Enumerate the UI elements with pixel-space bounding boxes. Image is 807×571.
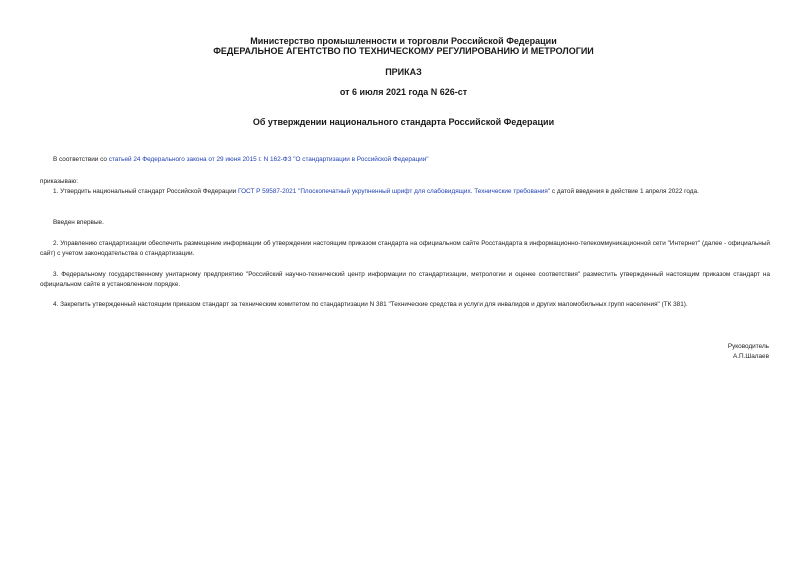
item-4-paragraph: 4. Закрепить утвержденный настоящим приказом стандарт за техническим комитетом по стандартизации N 381 "Технические средства и услуги для инвалидов и других маломобильных групп населения" (ТК 381). [53, 301, 688, 308]
document-title: Об утверждении национального стандарта Российской Федерации [252, 117, 555, 127]
gost-standard-link[interactable]: ГОСТ Р 59587-2021 "Плоскопечатный укрупненный шрифт для слабовидящих. Технические требования" [237, 188, 551, 195]
date-number-heading: от 6 июля 2021 года N 626-ст [339, 87, 468, 97]
order-word: приказываю: [40, 178, 78, 185]
item-1-paragraph [40, 187, 770, 197]
federal-law-link[interactable]: статьей 24 Федерального закона от 29 июня 2015 г. N 162-ФЗ "О стандартизации в Российской Федерации" [108, 156, 429, 163]
doc-type-heading: ПРИКАЗ [385, 67, 422, 77]
signature-position: Руководитель [727, 343, 769, 350]
agency-heading: ФЕДЕРАЛЬНОЕ АГЕНТСТВО ПО ТЕХНИЧЕСКОМУ РЕГУЛИРОВАНИЮ И МЕТРОЛОГИИ [213, 46, 594, 56]
item-1-suffix: с датой введения в действие 1 апреля 2022 года. [550, 188, 699, 195]
item-3-paragraph: 3. Федеральному государственному унитарному предприятию "Российский научно-технический центр информации по стандартизации, метрологии и оценке соответствия" разместить утвержденный настоящим приказом стандарт на официальном сайте в установленном порядке. [40, 271, 770, 288]
preamble-prefix: В соответствии со [53, 156, 109, 163]
ministry-heading: Министерство промышленности и торговли Российской Федерации [250, 36, 557, 46]
item-2-paragraph: 2. Управлению стандартизации обеспечить размещение информации об утверждении настоящим приказом стандарта на официальном сайте Росстандарта в информационно-телекоммуникационной сети "Интернет" (далее - официальный сайт) с учетом законодательства о стандартизации. [40, 240, 770, 257]
signature-name: А.П.Шалаев [732, 353, 769, 360]
preamble-paragraph [53, 155, 773, 165]
introduced-note: Введен впервые. [53, 219, 104, 226]
item-1-prefix: 1. Утвердить национальный стандарт Российской Федерации [53, 188, 238, 195]
